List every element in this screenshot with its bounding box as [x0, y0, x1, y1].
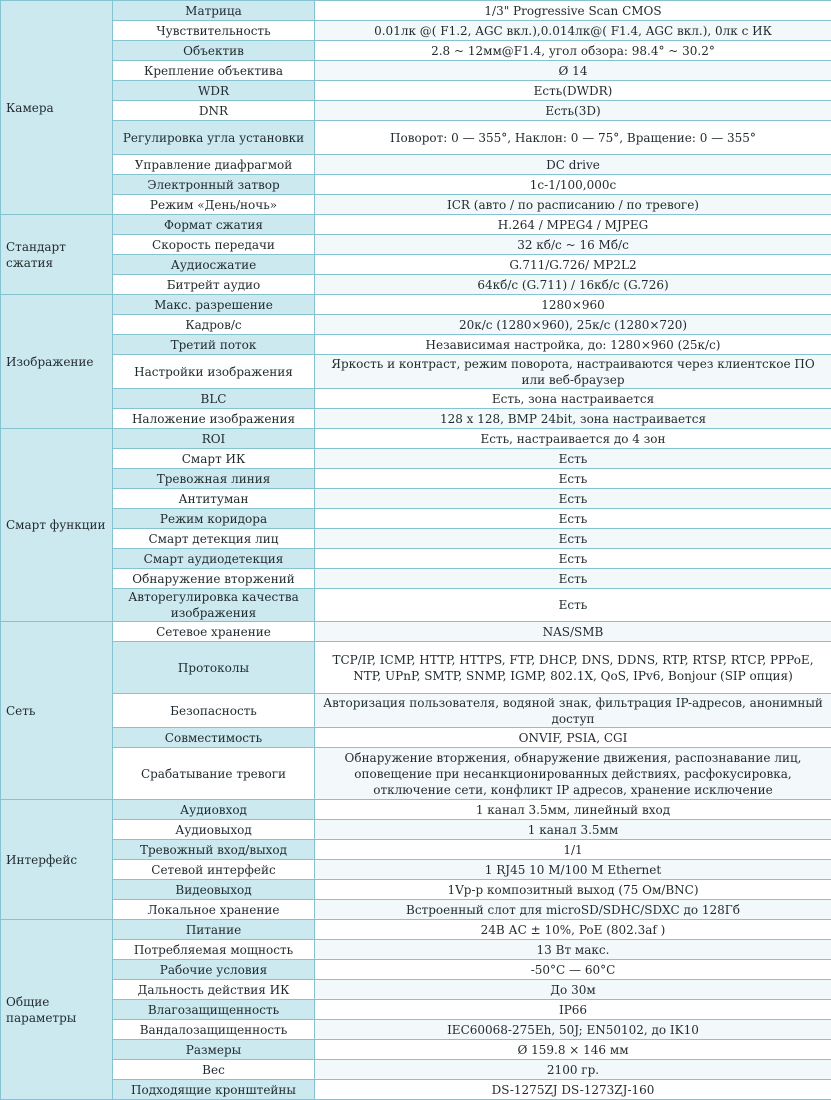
- param-value: 1/1: [315, 840, 831, 860]
- group-label: Изображение: [1, 295, 113, 429]
- param-value: 1с-1/100,000с: [315, 175, 831, 195]
- param-value: Ø 159.8 × 146 мм: [315, 1040, 831, 1060]
- param-value: Есть: [315, 489, 831, 509]
- spec-row: [1, 255, 831, 275]
- param-name: Дальность действия ИК: [113, 980, 315, 1000]
- spec-row: [1, 315, 831, 335]
- param-value: Поворот: 0 — 355°, Наклон: 0 — 75°, Вращение: 0 — 355°: [315, 121, 831, 155]
- param-name: Электронный затвор: [113, 175, 315, 195]
- group-label: Смарт функции: [1, 429, 113, 622]
- param-name: Локальное хранение: [113, 900, 315, 920]
- param-name: Совместимость: [113, 728, 315, 748]
- spec-row: [1, 549, 831, 569]
- param-value: 24В АС ± 10%, PoE (802.3af ): [315, 920, 831, 940]
- spec-row: [1, 81, 831, 101]
- param-value: 13 Вт макс.: [315, 940, 831, 960]
- spec-row: [1, 800, 831, 820]
- param-name: Чувствительность: [113, 21, 315, 41]
- param-value: NAS/SMB: [315, 622, 831, 642]
- param-value: 32 кб/с ~ 16 Мб/с: [315, 235, 831, 255]
- spec-row: [1, 860, 831, 880]
- spec-row: [1, 295, 831, 315]
- group-label: Стандарт сжатия: [1, 215, 113, 295]
- param-name: Вес: [113, 1060, 315, 1080]
- param-name: Режим коридора: [113, 509, 315, 529]
- param-value: Есть: [315, 469, 831, 489]
- spec-row: [1, 840, 831, 860]
- param-name: Аудиосжатие: [113, 255, 315, 275]
- spec-row: [1, 155, 831, 175]
- spec-row: [1, 1020, 831, 1040]
- param-value: Есть: [315, 569, 831, 589]
- spec-row: [1, 61, 831, 81]
- spec-row: [1, 195, 831, 215]
- spec-row: [1, 275, 831, 295]
- param-value: 1/3" Progressive Scan CMOS: [315, 1, 831, 21]
- param-name: Битрейт аудио: [113, 275, 315, 295]
- spec-row: [1, 1, 831, 21]
- spec-row: [1, 1000, 831, 1020]
- param-value: Есть: [315, 449, 831, 469]
- param-value: ICR (авто / по расписанию / по тревоге): [315, 195, 831, 215]
- spec-row: [1, 728, 831, 748]
- param-name: Макс. разрешение: [113, 295, 315, 315]
- param-value: 1 RJ45 10 M/100 M Ethernet: [315, 860, 831, 880]
- spec-row: [1, 960, 831, 980]
- param-name: Кадров/с: [113, 315, 315, 335]
- spec-row: [1, 920, 831, 940]
- spec-row: [1, 940, 831, 960]
- param-value: 2100 гр.: [315, 1060, 831, 1080]
- param-name: DNR: [113, 101, 315, 121]
- param-value: Авторизация пользователя, водяной знак, фильтрация IP-адресов, анонимный доступ: [315, 694, 831, 728]
- spec-row: [1, 121, 831, 155]
- group-label: Интерфейс: [1, 800, 113, 920]
- param-value: 0.01лк @( F1.2, AGC вкл.),0.014лк@( F1.4, AGC вкл.), 0лк с ИК: [315, 21, 831, 41]
- spec-row: [1, 21, 831, 41]
- param-name: BLC: [113, 389, 315, 409]
- param-name: Аудиовход: [113, 800, 315, 820]
- param-name: Влагозащищенность: [113, 1000, 315, 1020]
- param-value: 1 канал 3.5мм, линейный вход: [315, 800, 831, 820]
- param-value: 1280×960: [315, 295, 831, 315]
- spec-row: [1, 880, 831, 900]
- param-value: Встроенный слот для microSD/SDHC/SDXC до 128Гб: [315, 900, 831, 920]
- param-name: Обнаружение вторжений: [113, 569, 315, 589]
- param-name: Крепление объектива: [113, 61, 315, 81]
- param-name: ROI: [113, 429, 315, 449]
- param-value: Есть(DWDR): [315, 81, 831, 101]
- param-name: Смарт детекция лиц: [113, 529, 315, 549]
- param-name: Вандалозащищенность: [113, 1020, 315, 1040]
- spec-row: [1, 589, 831, 622]
- spec-row: [1, 509, 831, 529]
- spec-row: [1, 449, 831, 469]
- spec-row: [1, 355, 831, 389]
- spec-row: [1, 642, 831, 694]
- param-name: Антитуман: [113, 489, 315, 509]
- spec-row: [1, 409, 831, 429]
- spec-row: [1, 1080, 831, 1100]
- param-name: Протоколы: [113, 642, 315, 694]
- spec-row: [1, 694, 831, 728]
- param-name: Сетевое хранение: [113, 622, 315, 642]
- param-name: Потребляемая мощность: [113, 940, 315, 960]
- param-name: WDR: [113, 81, 315, 101]
- group-label: Камера: [1, 1, 113, 215]
- spec-row: [1, 335, 831, 355]
- spec-row: [1, 748, 831, 800]
- param-value: DS-1275ZJ DS-1273ZJ-160: [315, 1080, 831, 1100]
- param-name: Регулировка угла установки: [113, 121, 315, 155]
- param-name: Рабочие условия: [113, 960, 315, 980]
- spec-row: [1, 101, 831, 121]
- param-value: 2.8 ~ 12мм@F1.4, угол обзора: 98.4° ~ 30.2°: [315, 41, 831, 61]
- param-value: ONVIF, PSIA, CGI: [315, 728, 831, 748]
- param-value: Яркость и контраст, режим поворота, настраиваются через клиентское ПО или веб-браузер: [315, 355, 831, 389]
- param-name: Авторегулировка качества изображения: [113, 589, 315, 622]
- param-name: Третий поток: [113, 335, 315, 355]
- spec-row: [1, 900, 831, 920]
- spec-row: [1, 175, 831, 195]
- spec-row: [1, 1040, 831, 1060]
- param-value: -50°С — 60°С: [315, 960, 831, 980]
- param-value: Есть: [315, 589, 831, 622]
- param-value: Независимая настройка, до: 1280×960 (25к/с): [315, 335, 831, 355]
- param-name: Безопасность: [113, 694, 315, 728]
- param-value: TCP/IP, ICMP, HTTP, HTTPS, FTP, DHCP, DNS, DDNS, RTP, RTSP, RTCP, PPPoE, NTP, UPnP, SMTP, SNMP, IGMP, 802.1X, QoS, IPv6, Bonjour (SIP опция): [315, 642, 831, 694]
- spec-row: [1, 41, 831, 61]
- group-label: Сеть: [1, 622, 113, 800]
- spec-row: [1, 569, 831, 589]
- param-name: Тревожная линия: [113, 469, 315, 489]
- spec-row: [1, 429, 831, 449]
- param-name: Аудиовыход: [113, 820, 315, 840]
- param-name: Скорость передачи: [113, 235, 315, 255]
- param-value: IP66: [315, 1000, 831, 1020]
- param-value: Ø 14: [315, 61, 831, 81]
- param-value: Есть, зона настраивается: [315, 389, 831, 409]
- param-name: Наложение изображения: [113, 409, 315, 429]
- param-name: Смарт аудиодетекция: [113, 549, 315, 569]
- param-value: IEC60068-275Eh, 50J; EN50102, до IK10: [315, 1020, 831, 1040]
- spec-row: [1, 489, 831, 509]
- param-value: Есть(3D): [315, 101, 831, 121]
- param-value: Есть, настраивается до 4 зон: [315, 429, 831, 449]
- param-name: Питание: [113, 920, 315, 940]
- param-name: Матрица: [113, 1, 315, 21]
- param-name: Смарт ИК: [113, 449, 315, 469]
- param-value: Есть: [315, 549, 831, 569]
- param-name: Объектив: [113, 41, 315, 61]
- param-name: Управление диафрагмой: [113, 155, 315, 175]
- param-value: Обнаружение вторжения, обнаружение движения, распознавание лиц, оповещение при несанкционированных действиях, расфокусировка, отключение сети, конфликт IP адресов, хранение исключение: [315, 748, 831, 800]
- param-value: H.264 / MPEG4 / MJPEG: [315, 215, 831, 235]
- spec-row: [1, 215, 831, 235]
- param-value: 1Vp-p композитный выход (75 Ом/BNC): [315, 880, 831, 900]
- spec-row: [1, 389, 831, 409]
- spec-row: [1, 469, 831, 489]
- param-name: Размеры: [113, 1040, 315, 1060]
- param-value: DC drive: [315, 155, 831, 175]
- param-name: Тревожный вход/выход: [113, 840, 315, 860]
- param-value: Есть: [315, 529, 831, 549]
- spec-row: [1, 980, 831, 1000]
- param-name: Видеовыход: [113, 880, 315, 900]
- param-name: Подходящие кронштейны: [113, 1080, 315, 1100]
- spec-row: [1, 820, 831, 840]
- param-name: Формат сжатия: [113, 215, 315, 235]
- param-value: 20к/с (1280×960), 25к/с (1280×720): [315, 315, 831, 335]
- param-value: 64кб/с (G.711) / 16кб/с (G.726): [315, 275, 831, 295]
- param-value: До 30м: [315, 980, 831, 1000]
- spec-row: [1, 622, 831, 642]
- param-name: Сетевой интерфейс: [113, 860, 315, 880]
- param-value: Есть: [315, 509, 831, 529]
- param-value: 1 канал 3.5мм: [315, 820, 831, 840]
- param-name: Срабатывание тревоги: [113, 748, 315, 800]
- param-value: G.711/G.726/ MP2L2: [315, 255, 831, 275]
- spec-row: [1, 235, 831, 255]
- group-label: Общие параметры: [1, 920, 113, 1100]
- param-value: 128 x 128, BMP 24bit, зона настраивается: [315, 409, 831, 429]
- param-name: Настройки изображения: [113, 355, 315, 389]
- spec-row: [1, 529, 831, 549]
- spec-row: [1, 1060, 831, 1080]
- param-name: Режим «День/ночь»: [113, 195, 315, 215]
